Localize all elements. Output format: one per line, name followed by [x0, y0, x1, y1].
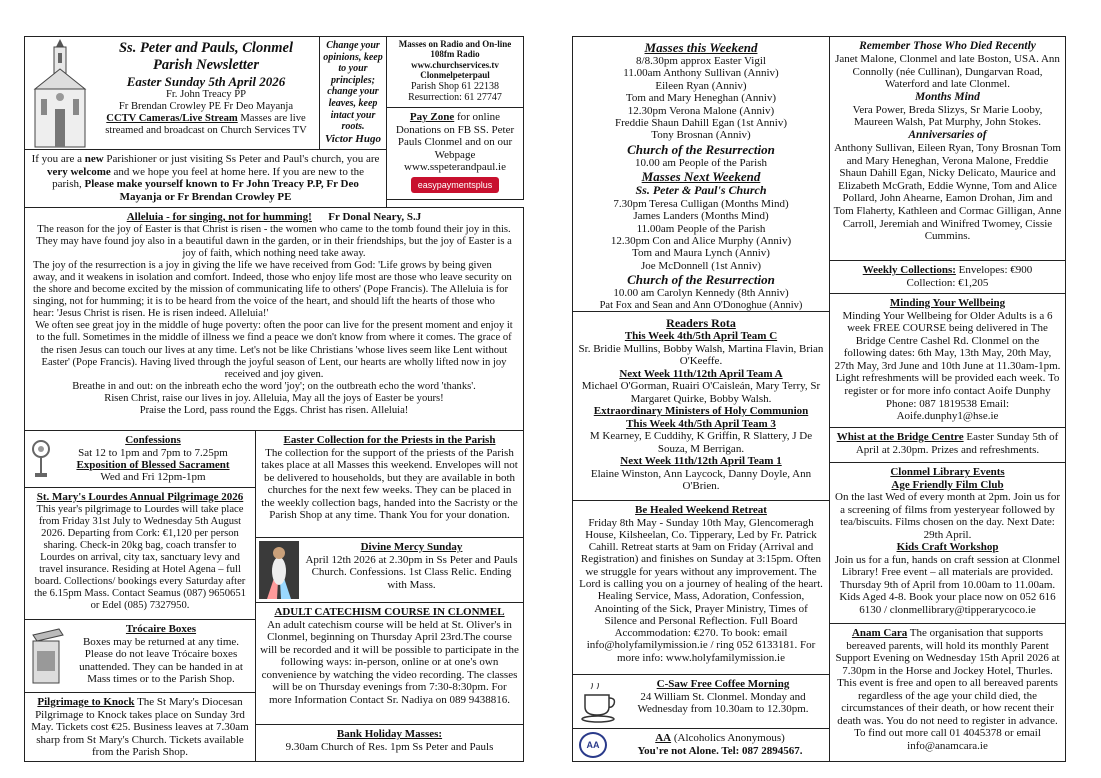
- next-mass-line: Tom and Maura Lynch (Anniv): [632, 247, 770, 260]
- whist-body: Easter Sunday 5th of April at 2.30pm. Prizes and refreshments.: [855, 431, 1059, 456]
- curates: Fr Brendan Crowley PE Fr Deo Mayanja: [118, 101, 294, 113]
- trocaire-text: Boxes may be returned at any time. Please do not leave Trócaire boxes unattended. They can be handed in at Mass times or to the Parish Shop.: [79, 635, 243, 686]
- bank-holiday-heading: Bank Holiday Masses:: [336, 728, 443, 740]
- readers-heading: Readers Rota: [666, 316, 736, 330]
- radio-line: Masses on Radio and On-line 108fm Radio: [398, 39, 512, 60]
- trocaire-heading: Trócaire Boxes: [125, 623, 197, 635]
- welcome-part1: If you are a: [31, 153, 85, 165]
- parish-website[interactable]: www.sspeterandpaul.ie: [404, 161, 506, 174]
- easypayments-badge: easypaymentsplus: [411, 177, 499, 193]
- csaw-box: [572, 674, 830, 729]
- next-mass-line: 11.00am People of the Parish: [636, 222, 766, 235]
- collections-amount: Collection: €1,205: [906, 276, 989, 289]
- mass-line: 11.00am Anthony Sullivan (Anniv): [623, 67, 779, 80]
- spp-church-heading: Ss. Peter & Paul's Church: [635, 183, 767, 198]
- resurrection-heading: Church of the Resurrection: [627, 141, 775, 157]
- healed-text: Friday 8th May - Sunday 10th May, Glencomeragh House, Kilsheelan, Co. Tipperary, Led by Fr. Patrick Cahill. Retreat starts at 9am on Friday (Arrival and Registration) and finishes on Sunday at 3:15pm. Often we struggle for years without any improvement. The Lord is calling you on a journey of healing of the heart. Healing Service, Mass, Adoration, Confession, Anointing of the Sick, Prayer Ministry, Times of Silence and Personal Reflection. Full Board Accommodation: €270. To book: email info@holyfamilymission.ie / ring 052 6133181. For more info: www.holyfamilymission.ie: [579, 516, 823, 664]
- readers-wk2: Michael O'Gorman, Ruairi O'Caisleán, Mary Terry, Sr Margaret Quirke, Bobby Walsh.: [581, 380, 821, 405]
- divine-mercy-text: April 12th 2026 at 2.30pm in Ss Peter and Pauls Church. Confessions. 1st Class Relic. Ending with Mass.: [305, 553, 518, 591]
- months-mind-text: Vera Power, Breda Slizys, Sr Marie Looby, Maureen Walsh, Pat Murphy, John Stokes.: [852, 103, 1043, 129]
- lourdes-heading: St. Mary's Lourdes Annual Pilgrimage 2026: [36, 491, 244, 503]
- trocaire-box: [24, 619, 256, 693]
- cctv-label: CCTV Cameras/Live Stream: [106, 113, 238, 125]
- easter-collection-heading: Easter Collection for the Priests in the Parish: [283, 434, 496, 446]
- kids-craft-heading: Kids Craft Workshop: [896, 541, 999, 553]
- welcome-new: new: [84, 153, 104, 165]
- anniversaries-heading: Anniversaries of: [908, 128, 987, 141]
- aa-sub: (Alcoholics Anonymous): [671, 732, 785, 744]
- bank-holiday-text: 9.30am Church of Res. 1pm Ss Peter and Pauls: [285, 740, 494, 753]
- catechism-box: [255, 602, 524, 725]
- readers-box: [572, 311, 830, 501]
- film-club-text: On the last Wed of every month at 2pm. Join us for a screening of films from yesteryear followed by tea/biscuits. Films chosen on the day. Next Date: 29th April.: [835, 491, 1060, 541]
- next-res-line: Pat Fox and Sean and Ann O'Donoghue (Anniv): [599, 299, 803, 311]
- cctv-note: [93, 113, 319, 137]
- next-resurrection-heading: Church of the Resurrection: [627, 272, 775, 288]
- csaw-heading: C-Saw Free Coffee Morning: [656, 678, 790, 690]
- radio-handle: Clonmelpeterpaul: [420, 70, 490, 81]
- church-illustration-icon: [29, 39, 91, 149]
- remember-box: [829, 36, 1066, 261]
- welcome-very-welcome: very welcome: [46, 165, 111, 178]
- whist-box: [829, 427, 1066, 463]
- trocaire-box-icon: [29, 625, 67, 687]
- payzone-label: Pay Zone: [409, 111, 455, 123]
- parish-name: Ss. Peter and Pauls, Clonmel: [118, 40, 294, 56]
- cctv-text: Masses are live streamed and broadcast on Church Services TV: [105, 113, 307, 137]
- payzone-desc: for online Donations on FB SS. Peter Pauls Clonmel and on our Webpage: [395, 111, 515, 161]
- remember-text: Janet Malone, Clonmel and late Boston, USA. Ann Connolly (née Cullinan), Dungarvan Road, Waterford and late Clonmel.: [835, 53, 1060, 91]
- aa-logo-icon: AA: [579, 732, 607, 758]
- easter-collection-text: The collection for the support of the priests of the Parish takes place at all Masses this weekend. Envelopes will not be delivered to households, but they are available in both churches for the next few weeks. They can be placed in the weekly collection bags, handed into the Sacristy or the Parish Shop at any time. Thank You for your donation.: [261, 446, 518, 522]
- em-wk2: Elaine Winston, Ann Laycock, Danny Doyle, Ann O'Brien.: [590, 467, 812, 492]
- resurrection-mass-line: 10.00 am People of the Parish: [635, 156, 767, 169]
- payzone-text: [391, 111, 519, 161]
- alleluia-para5: Risen Christ, raise our lives in joy. Alleluia, May all the joys of Easter be yours!: [104, 392, 444, 404]
- alleluia-para1: The reason for the joy of Easter is that Christ is risen - the women who came to the tomb found their joy in this. They may have found joy also in a beautiful dawn in the garden, or in their friendships, but the joy of Easter is a joy of faith, which nothing need take away.: [36, 223, 512, 259]
- next-mass-line: 12.30pm Con and Alice Murphy (Anniv): [610, 234, 792, 247]
- anam-cara-body: The organisation that supports bereaved parents, will hold its monthly Parent Support Evening on Wednesday 15th April 2026 at 7.30pm in the Horse and Jockey Hotel, Thurles. This event is free and open to all bereaved parents regardless of the age your child died, the circumstances of their death, or how recent their death was. You do not need to register in advance. To find out more call 01 4045378 or email info@anamcara.ie: [835, 627, 1060, 752]
- readers-wk1: Sr. Bridie Mullins, Bobby Walsh, Martina Flavin, Brian O'Keeffe.: [578, 342, 824, 367]
- alleluia-heading-line: [33, 211, 515, 224]
- collections-box: [829, 260, 1066, 294]
- confessions-times: Sat 12 to 1pm and 7pm to 7.25pm: [78, 446, 228, 459]
- quote-box: [319, 36, 387, 150]
- aa-line1: [615, 732, 825, 745]
- next-mass-line: Joe McDonnell (1st Anniv): [640, 259, 762, 272]
- welcome-box: [24, 149, 387, 208]
- masses-next-weekend-heading: Masses Next Weekend: [641, 169, 761, 185]
- alleluia-para4: Breathe in and out: on the inbreath echo the word 'joy'; on the outbreath echo the word 'thanks'.: [72, 380, 476, 392]
- anniversaries-text: Anthony Sullivan, Eileen Ryan, Tony Brosnan Tom and Mary Heneghan, Verona Malone, Freddie Shaun Dahill Egan, Nicky Delicato, Maurice and Elizabeth McGrath, Eddie Wynne, Tom and Alice Pollard, John Ahearne, Eamon Drohan, Jim and Tom Flaherty, Kathleen and Cormac Gilligan, Anne Carroll, Jeremiah and Winifred Twomey, Cissie Cummins.: [833, 141, 1062, 243]
- monstrance-icon: [31, 437, 51, 481]
- anam-cara-heading: Anam Cara: [851, 627, 908, 639]
- quote-author: Victor Hugo: [325, 132, 381, 145]
- newsletter-date: Easter Sunday 5th April 2026: [126, 74, 286, 89]
- collections-line: [834, 264, 1061, 277]
- welcome-part2: Parishioner or just visiting Ss Peter and Paul's church, you are: [103, 153, 380, 165]
- remember-heading: Remember Those Who Died Recently: [859, 40, 1036, 52]
- parish-shop-phone: Parish Shop 61 22138: [410, 80, 500, 92]
- alleluia-box: [24, 207, 524, 431]
- alleluia-para2: The joy of the resurrection is a joy in giving the life we have received from God: 'Life grows by being given away, and it weakens in isolation and comfort. Indeed, those who enjoy life most are those who leave security on the shore and become excited by the mission of communicating life to others' (Pope Francis). The Alleluia is for singing, not for humming; it is to be heard from the voice of the heart, and should lift the hearts of those who hear: 'Jesus Christ is risen. He is risen indeed. Alleluia!': [33, 259, 512, 320]
- welcome-part3: and we hope you feel at home here. If you are new to the parish,: [52, 165, 365, 191]
- resurrection-phone: Resurrection: 61 27747: [408, 92, 502, 104]
- quote-text: Change your opinions, keep to your principles; change your leaves, keep intact your roots.: [323, 40, 383, 133]
- knock-text: [29, 696, 251, 759]
- readers-wk1-heading: This Week 4th/5th April Team C: [624, 330, 778, 342]
- next-res-line: 10.00 am Carolyn Kennedy (8th Anniv): [613, 287, 789, 300]
- welcome-text: [31, 153, 380, 203]
- aa-box: [572, 728, 830, 762]
- masses-box: [572, 36, 830, 312]
- knock-heading: Pilgrimage to Knock: [37, 696, 135, 708]
- months-mind-heading: Months Mind: [915, 90, 980, 103]
- catechism-heading: ADULT CATECHISM COURSE IN CLONMEL: [274, 606, 505, 618]
- lourdes-box: [24, 487, 256, 620]
- alleluia-para3: We often see great joy in the middle of huge poverty: often the poor can live for the present moment and enjoy it to the full. Sometimes in the middle of illness we find a peace we don't know from where it comes. The grace of the risen Jesus can touch our lives at any time. Let's not be like Christians 'whose lives seem like Lent without Easter' (Pope Francis). Having lived through the joyful season of Lent, our hearts are wholly lifted now in joy received and joy given.: [35, 320, 513, 380]
- welcome-please: Please make yourself known to Fr John Treacy P.P, Fr Deo Mayanja or Fr Brendan Crowley PE: [84, 178, 359, 203]
- divine-mercy-heading: Divine Mercy Sunday: [360, 541, 463, 553]
- csaw-text: 24 William St. Clonmel. Monday and Wednesday from 10.30am to 12.30pm.: [637, 690, 809, 716]
- wellbeing-text: Minding Your Wellbeing for Older Adults is a 6 week FREE COURSE being delivered in The Bridge Centre Cashel Rd. Clonmel on the following dates: 6th May, 13th May, 20th May, 27th May, 3rd June and 10th June at 11.30am-1pm. Light refreshments will be provided each week. To register or for more info contact Aoife Dunphy Phone: 087 1819538 Email: Aoife.dunphy1@hse.ie: [834, 309, 1061, 423]
- wellbeing-box: [829, 293, 1066, 428]
- healed-heading: Be Healed Weekend Retreat: [635, 504, 767, 516]
- knock-body: The St Mary's Diocesan Pilgrimage to Knock takes place on Sunday 3rd May. Tickets cost €25. Business leaves at 7.30am sharp from St Mary's Church. Tickets available from the Parish Shop.: [31, 696, 249, 759]
- knock-box: [24, 692, 256, 762]
- aa-heading: AA: [655, 732, 672, 744]
- mass-line: Tom and Mary Heneghan (Anniv): [625, 92, 777, 105]
- film-club-heading: Age Friendly Film Club: [891, 478, 1004, 491]
- em-wk1-heading: This Week 4th/5th April Team 3: [626, 417, 776, 430]
- alleluia-author: Fr Donal Neary, S.J: [328, 211, 422, 223]
- confessions-heading: Confessions: [125, 434, 181, 446]
- exposition-heading: Exposition of Blessed Sacrament: [76, 458, 230, 471]
- em-wk1: M Kearney, E Cuddihy, K Griffin, R Slattery, J De Souza, M Berrigan.: [589, 430, 813, 455]
- anam-cara-box: [829, 623, 1066, 762]
- alleluia-heading: Alleluia - for singing, not for humming!: [126, 211, 312, 223]
- next-mass-line: James Landers (Months Mind): [633, 210, 769, 223]
- header-box: [24, 36, 320, 150]
- anam-cara-text: [834, 627, 1061, 752]
- healed-box: [572, 500, 830, 675]
- newsletter-title: Parish Newsletter: [153, 57, 259, 73]
- bank-holiday-box: [255, 724, 524, 762]
- em-heading: Extraordinary Ministers of Holy Communion: [593, 405, 809, 417]
- wellbeing-heading: Minding Your Wellbeing: [889, 297, 1006, 309]
- mass-line: 8/8.30pm approx Easter Vigil: [636, 55, 766, 67]
- aa-line2: You're not Alone. Tel: 087 2894567.: [637, 744, 803, 757]
- collections-envelopes: Envelopes: €900: [955, 264, 1033, 276]
- library-box: [829, 462, 1066, 624]
- alleluia-para6: Praise the Lord, pass round the Eggs. Christ has risen. Alleluia!: [139, 405, 409, 416]
- masses-this-weekend-list: [576, 55, 826, 142]
- confessions-box: [24, 430, 256, 488]
- mass-line: Tony Brosnan (Anniv): [651, 129, 751, 142]
- easter-collection-box: [255, 430, 524, 538]
- mass-line: 12.30pm Verona Malone (Anniv): [627, 104, 775, 117]
- masses-this-weekend-heading: Masses this Weekend: [644, 40, 758, 55]
- catechism-text: An adult catechism course will be held at St. Oliver's in Clonmel, beginning on Thursday April 23rd.The course will be recorded and it will be possible to participate in the following ways: in-person, online or at one's own convenience by watching the video recording. The classes will be on Thursday evenings from 7:30-8:30pm. For more Information Contact Sr. Nadiya on 089 9438816.: [260, 618, 519, 707]
- whist-text: [834, 431, 1061, 456]
- mass-line: Eileen Ryan (Anniv): [655, 79, 747, 92]
- library-heading: Clonmel Library Events: [890, 466, 1005, 478]
- coffee-cup-icon: [579, 683, 619, 723]
- whist-heading: Whist at the Bridge Centre: [836, 431, 964, 443]
- payzone-box: [386, 107, 524, 200]
- divine-mercy-image-icon: [259, 541, 299, 599]
- collections-heading: Weekly Collections:: [862, 264, 956, 276]
- divine-mercy-box: [255, 537, 524, 603]
- radio-url[interactable]: www.churchservices.tv: [411, 59, 499, 70]
- next-mass-line: 7.30pm Teresa Culligan (Months Mind): [613, 197, 789, 210]
- em-wk2-heading: Next Week 11th/12th April Team 1: [620, 455, 782, 467]
- readers-wk2-heading: Next Week 11th/12th April Team A: [619, 367, 783, 380]
- lourdes-text: This year's pilgrimage to Lourdes will take place from Friday 31st July to Wednesday 5th August 2026. Departing from Cork: €1,120 per person sharing. Check-in 20kg bag, coach transfer to Lourdes on arrival, city tax, sanctuary levy and travel insurance. Residing at Hotel Agena – full board. Collections/ bookings every Saturday after the 6.15pm Mass. Contact Seamus (087) 9650651 or Edel (085) 7327950.: [34, 503, 246, 612]
- mass-line: Freddie Shaun Dahill Egan (1st Anniv): [614, 117, 787, 130]
- radio-box: [386, 36, 524, 108]
- exposition-times: Wed and Fri 12pm-1pm: [100, 471, 206, 484]
- kids-craft-text: Join us for a fun, hands on craft session at Clonmel Library! Free event – all materials are provided. Thursday 9th of April from 10.00am to 11.00am. Kids Aged 4-8. Book your place now on 052 616 6130 / clonmellibrary@tipperarycoco.ie: [834, 553, 1061, 616]
- parish-priest: Fr. John Treacy PP: [165, 89, 247, 100]
